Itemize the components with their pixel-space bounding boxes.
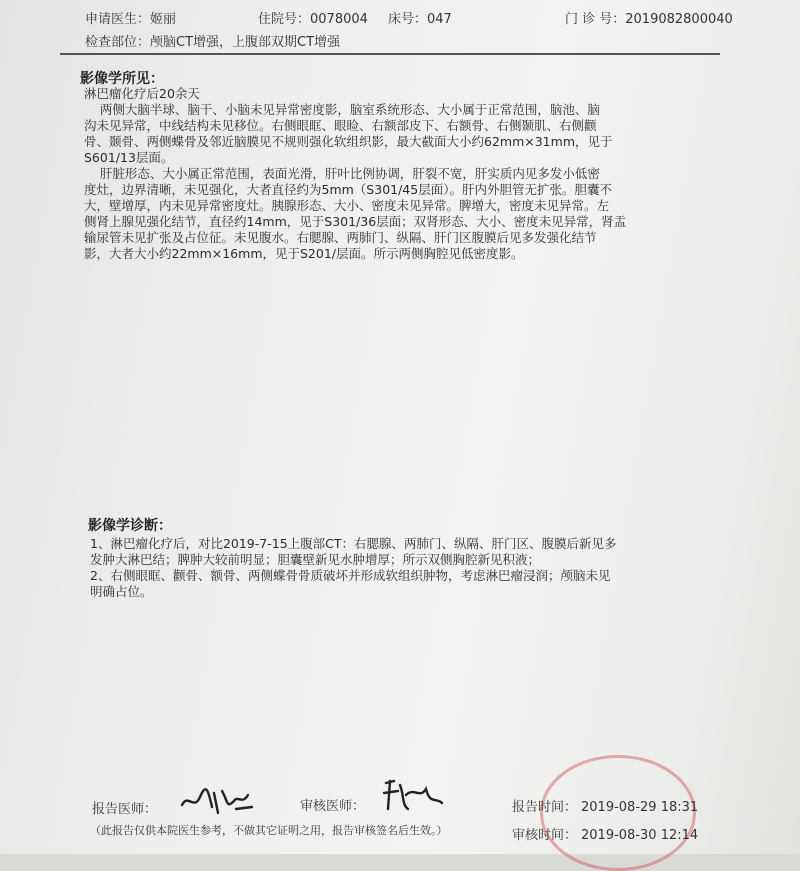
findings-title: 影像学所见： bbox=[80, 71, 164, 87]
findings-line: 影，大者大小约22mm×16mm，见于S201/层面。所示两侧胸腔见低密度影。 bbox=[84, 246, 524, 261]
findings-line: 两侧大脑半球、脑干、小脑未见异常密度影，脑室系统形态、大小属于正常范围，脑池、脑 bbox=[84, 102, 600, 117]
report-doctor-label: 报告医师： bbox=[92, 802, 158, 817]
diagnosis-text bbox=[90, 536, 720, 600]
findings-line: 淋巴瘤化疗后20余天 bbox=[84, 86, 200, 101]
diagnosis-line: 明确占位。 bbox=[90, 584, 153, 599]
review-doctor-label: 审核医师： bbox=[300, 799, 366, 814]
header-bed bbox=[388, 8, 452, 27]
bed-value: 047 bbox=[427, 12, 452, 27]
findings-line: S601/13层面。 bbox=[84, 150, 174, 165]
findings-line: 肝脏形态、大小属正常范围，表面光滑，肝叶比例协调，肝裂不宽，肝实质内见多发小低密 bbox=[84, 166, 600, 181]
doctor-label: 申请医生： bbox=[85, 12, 151, 27]
diagnosis-line: 1、淋巴瘤化疗后，对比2019-7-15上腹部CT：右腮腺、两肺门、纵隔、肝门区、腹膜后新见多 bbox=[90, 536, 617, 551]
findings-line: 侧肾上腺见强化结节，直径约14mm，见于S301/36层面；双肾形态、大小、密度未见异常，肾盂 bbox=[84, 214, 627, 229]
diagnosis-line: 2、右侧眼眶、颧骨、额骨、两侧蝶骨骨质破坏并形成软组织肿物，考虑淋巴瘤浸润；颅脑未见 bbox=[90, 568, 611, 583]
findings-line: 骨、颞骨、两侧蝶骨及邻近脑膜见不规则强化软组织影，最大截面大小约62mm×31mm，见于 bbox=[84, 134, 613, 149]
header-inpatient bbox=[258, 8, 368, 27]
inpatient-value: 0078004 bbox=[310, 12, 368, 27]
header-exam bbox=[85, 31, 340, 50]
exam-label: 检查部位： bbox=[85, 35, 151, 50]
report-time bbox=[512, 796, 698, 815]
findings-line: 沟未见异常，中线结构未见移位。右侧眼眶、眼睑、右额部皮下、右额骨、右侧颞肌、右侧颧 bbox=[84, 118, 597, 133]
review-time-label: 审核时间： bbox=[512, 828, 578, 843]
doctor-value: 姬丽 bbox=[150, 12, 177, 27]
header-outpatient bbox=[565, 8, 733, 27]
report-doctor-signature bbox=[178, 783, 258, 817]
review-time-value: 2019-08-30 12:14 bbox=[581, 828, 699, 843]
report-time-value: 2019-08-29 18:31 bbox=[581, 800, 699, 815]
bed-label: 床号： bbox=[388, 12, 428, 27]
findings-text bbox=[84, 86, 724, 262]
exam-value: 颅脑CT增强，上腹部双期CT增强 bbox=[150, 35, 341, 50]
outpatient-label: 门 诊 号： bbox=[565, 12, 626, 27]
disclaimer: （此报告仅供本院医生参考，不做其它证明之用，报告审核签名后生效。） bbox=[90, 824, 448, 837]
report-time-label: 报告时间： bbox=[512, 800, 578, 815]
review-doctor-signature bbox=[380, 775, 450, 815]
header-divider bbox=[60, 53, 720, 55]
findings-line: 输尿管未见扩张及占位征。未见腹水。右腮腺、两肺门、纵隔、肝门区腹膜后见多发强化结节 bbox=[84, 230, 597, 245]
diagnosis-title: 影像学诊断： bbox=[88, 518, 172, 534]
findings-line: 度灶，边界清晰，未见强化，大者直径约为5mm（S301/45层面）。肝内外胆管无扩张。胆囊不 bbox=[84, 182, 612, 197]
outpatient-value: 2019082800040 bbox=[625, 12, 733, 27]
header-doctor bbox=[85, 8, 176, 27]
review-time bbox=[512, 824, 698, 843]
inpatient-label: 住院号： bbox=[258, 12, 311, 27]
diagnosis-line: 发肿大淋巴结；脾肿大较前明显；胆囊壁新见水肿增厚；所示双侧胸腔新见积液； bbox=[90, 552, 541, 567]
findings-line: 大，壁增厚，内未见异常密度灶。胰腺形态、大小、密度未见异常。脾增大，密度未见异常。左 bbox=[84, 198, 610, 213]
